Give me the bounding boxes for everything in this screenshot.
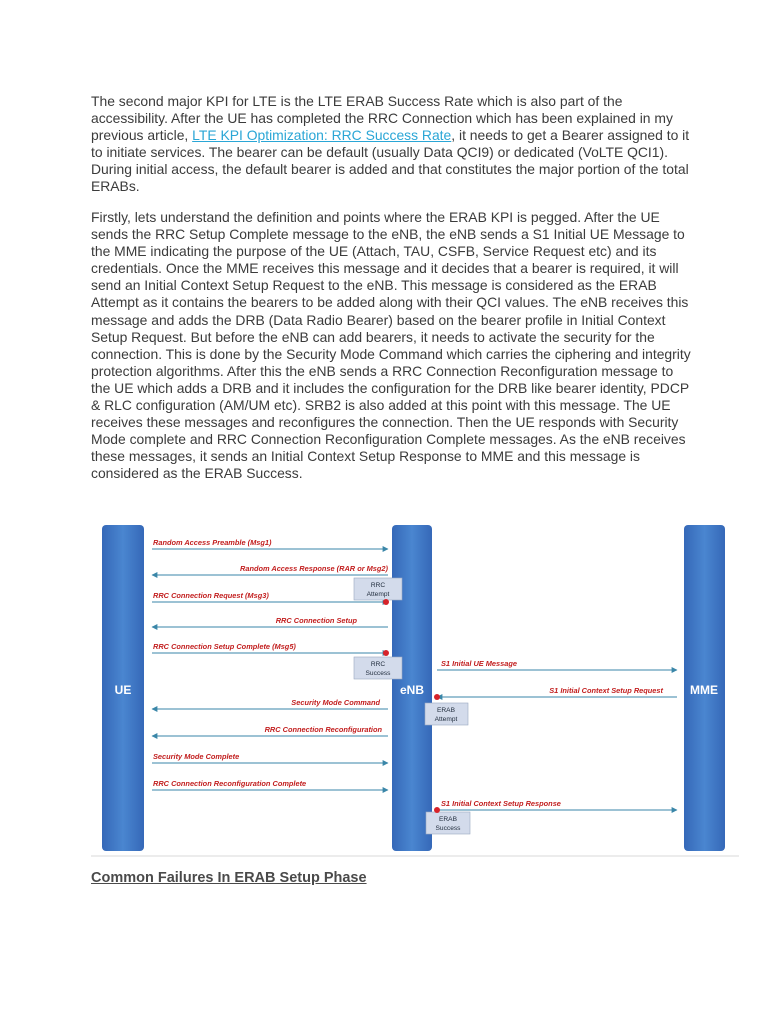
msg10-label: Security Mode Complete: [153, 752, 240, 761]
rrc-attempt-line1: RRC: [370, 582, 386, 589]
rrc-success-line1: RRC: [370, 661, 386, 668]
msg6-label: S1 Initial UE Message: [441, 659, 517, 668]
erab-signaling-diagram: [91, 520, 739, 856]
paragraph-erab-definition: Firstly, lets understand the definition and points where the ERAB KPI is pegged. After the UE sends the RRC Setup Complete message to the eNB, the eNB sends a S1 Initial UE Message to the MME indicating the purpose of the UE (Attach, TAU, CSFB, Service Request etc) and its credentials. Once the MME receives this message and it decides that a bearer is required, it will send an Initial Context Setup Request to the eNB. This message is considered as the ERAB Attempt as it contains the bearers to be added along with their QCI values. The eNB receives this message and adds the DRB (Data Radio Bearer) based on the bearer profile in Initial Context Setup Request. But before the eNB can add bearers, it needs to activate the security for the connection. This is done by the Security Mode Command which carries the ciphering and integrity protection algorithms. After this the eNB sends a RRC Connection Reconfiguration message to the UE which adds a DRB and it includes the configuration for the DRB like bearer identity, PDCP & RLC configuration (AM/UM etc). SRB2 is also added at this point with this message. The UE receives these messages and reconfigures the connection. Then the UE responds with Security Mode complete and RRC Connection Reconfiguration Complete messages. As the eNB receives these messages, it sends an Initial Context Setup Response to MME and this message is considered as the ERAB Success.: [91, 209, 691, 482]
erab-success-line2: Success: [435, 825, 461, 832]
paragraph-erab-intro: [91, 93, 691, 196]
rrc-success-rate-article-link[interactable]: LTE KPI Optimization: RRC Success Rate: [192, 127, 452, 144]
erab-attempt-dot: [434, 694, 440, 700]
msg7-label: S1 Initial Context Setup Request: [549, 686, 663, 695]
msg8-label: Security Mode Command: [291, 698, 380, 707]
msg11-label: RRC Connection Reconfiguration Complete: [153, 779, 307, 788]
msg3-label: RRC Connection Request (Msg3): [153, 591, 269, 600]
paragraph-erab-intro-text-2: , it needs to get a Bearer assigned to it to initiate services. The bearer can be default (usually Data QCI9) or dedicated (VoLTE QCI1). During initial access, the default bearer is added and that constitutes the major portion of the total ERABs.: [91, 127, 690, 195]
erab-attempt-line2: Attempt: [434, 716, 458, 723]
erab-success-dot: [434, 807, 440, 813]
erab-signaling-diagram-svg: [91, 520, 739, 856]
msg1-label: Random Access Preamble (Msg1): [153, 538, 272, 547]
msg5-label: RRC Connection Setup Complete (Msg5): [153, 642, 296, 651]
msg12-label: S1 Initial Context Setup Response: [441, 799, 561, 808]
section-heading-common-failures: Common Failures In ERAB Setup Phase: [91, 870, 367, 886]
erab-success-marker: [426, 807, 470, 834]
rrc-success-dot: [383, 650, 389, 656]
rrc-success-line2: Success: [365, 670, 391, 677]
mme-node-label: MME: [690, 683, 718, 697]
enb-node-label: eNB: [399, 683, 425, 697]
diagram-divider: [91, 855, 739, 857]
erab-attempt-line1: ERAB: [437, 707, 455, 714]
msg4-label: RRC Connection Setup: [275, 616, 357, 625]
rrc-attempt-line2: Attempt: [366, 591, 390, 598]
rrc-attempt-dot: [383, 599, 389, 605]
erab-success-line1: ERAB: [439, 816, 457, 823]
msg9-label: RRC Connection Reconfiguration: [264, 725, 382, 734]
paragraph-erab-intro-text-1: The second major KPI for LTE is the LTE ERAB Success Rate which is also part of the accessibility. After the UE has completed the RRC Connection which has been explained in my previous article,: [91, 93, 673, 144]
msg2-label: Random Access Response (RAR or Msg2): [240, 564, 388, 573]
ue-node-label: UE: [114, 683, 132, 697]
